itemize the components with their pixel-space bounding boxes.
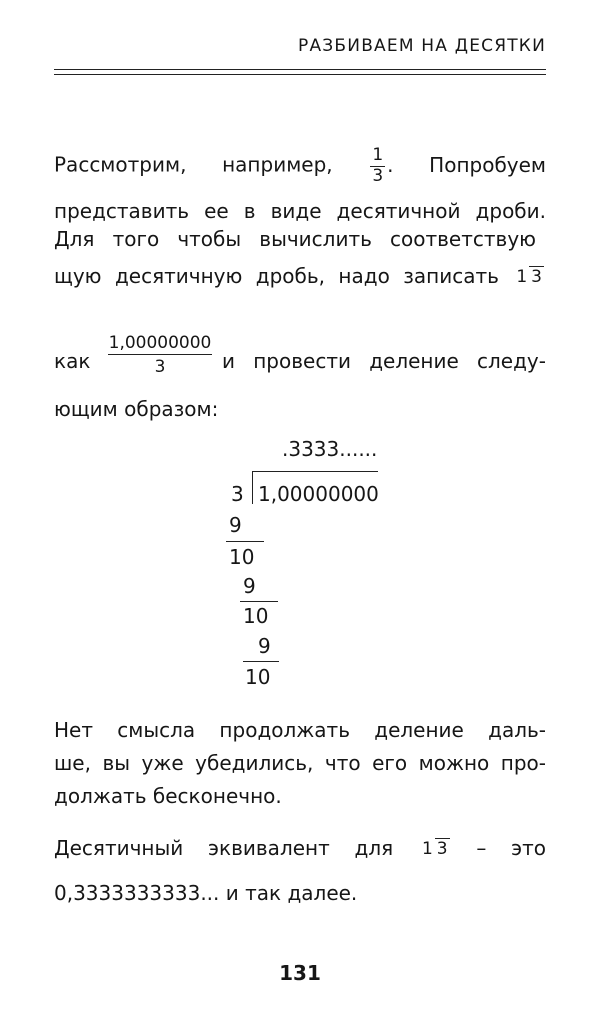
running-header: РАЗБИВАЕМ НА ДЕСЯТКИ [298,36,546,56]
division-step-line [240,601,278,602]
division-bar [252,471,378,472]
fraction-numerator: 1 [372,145,384,165]
paragraph-1-line-2: представить ее в виде десятичной дроби. [54,199,546,223]
paragraph-1-line-5-end: и провести деление следу- [222,349,546,373]
division-step-subtract: 9 [258,634,271,658]
long-fraction-numerator: 1,00000000 [108,333,212,353]
paragraph-1-line-6: ющим образом: [54,397,219,421]
fraction-denominator: 3 [531,266,542,287]
division-dividend: 1,00000000 [258,482,379,506]
division-step-remainder: 10 [245,665,271,689]
paragraph-1-line-3: Для того чтобы вычислить соответствую [54,227,536,251]
fraction-denominator: 3 [436,838,448,859]
fraction-numerator: 1 [421,838,433,859]
paragraph-3-line-2: 0,3333333333... и так далее. [54,881,358,905]
division-bracket [252,471,253,504]
paragraph-2-line-1: Нет смысла продолжать деление даль- [54,718,546,742]
division-step-line [243,661,279,662]
division-step-subtract: 9 [243,574,256,598]
division-step-subtract: 9 [229,513,242,537]
fraction-numerator: 1 [516,266,528,287]
paragraph-2-line-2: ше, вы уже убедились, что его можно про- [54,751,546,775]
paragraph-1-line-1 [54,146,546,186]
header-rule-bottom [54,74,546,75]
page-number: 131 [279,961,321,985]
inline-fraction-one-third [368,145,547,186]
text-segment: . Попробуем [387,152,547,177]
division-step-remainder: 10 [243,604,269,628]
paragraph-2-line-3: должать бесконечно. [54,784,282,808]
fraction-denominator: 3 [372,165,384,186]
text-segment: Десятичный эквивалент для [54,836,394,860]
text-segment: щую десятичную дробь, надо записать [54,264,499,288]
paragraph-1-line-5-start: как [54,349,91,373]
division-step-remainder: 10 [229,545,255,569]
inline-fraction-one-third [420,839,450,859]
long-fraction-denominator: 3 [154,357,166,377]
long-fraction [108,333,212,377]
header-rule-top [54,69,546,70]
paragraph-1-line-4 [54,264,546,288]
division-step-line [226,541,264,542]
text-segment: – это [476,836,547,860]
paragraph-3-line-1 [54,836,546,860]
division-quotient: .3333...... [282,437,378,461]
inline-fraction-one-third [514,267,544,287]
division-divisor: 3 [231,482,244,506]
text-segment: Рассмотрим, например, [54,152,333,177]
